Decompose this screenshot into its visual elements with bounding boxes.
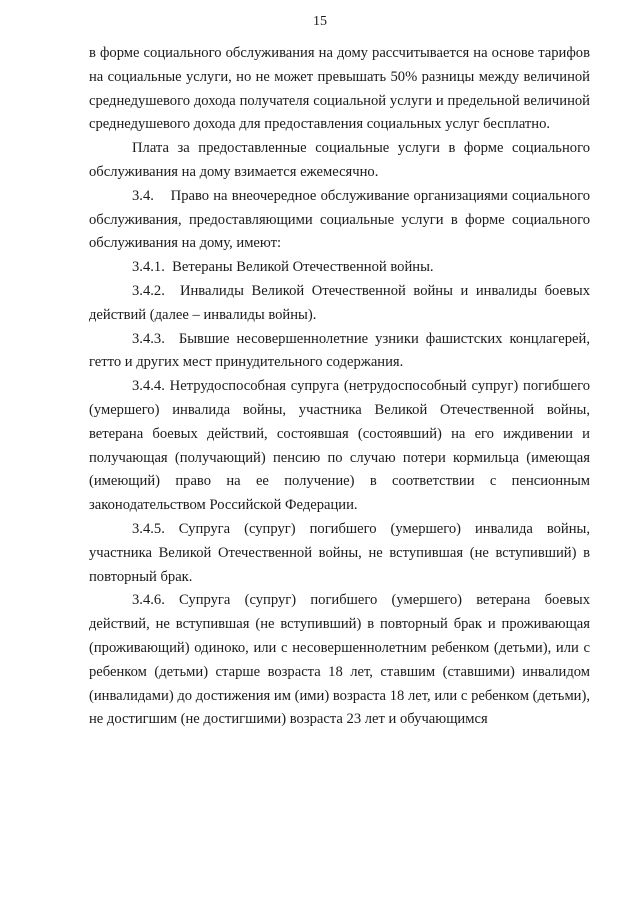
paragraph-3-4-5: 3.4.5. Супруга (супруг) погибшего (умершего) инвалида войны, участника Великой Отечественной войны, не вступившая (не вступивший) в повторный брак. (89, 520, 590, 585)
paragraph-3-4-2: 3.4.2. Инвалиды Великой Отечественной войны и инвалиды боевых действий (далее – инвалиды войны). (89, 282, 590, 323)
paragraph-tariff-intro: в форме социального обслуживания на дому рассчитывается на основе тарифов на социальные услуги, но не может превышать 50% разницы между величиной среднедушевого дохода получателя социальной услуги и предельной величиной среднедушевого дохода для предоставления социальных услуг бесплатно. (89, 45, 590, 133)
paragraph-3-4-6: 3.4.6. Супруга (супруг) погибшего (умершего) ветерана боевых действий, не вступившая (не вступивший) в повторный брак и проживающая (проживающий) одиноко, или с несовершеннолетним ребенком (детьми), или с ребенком (детьми) старше возраста 18 лет, ставшим (ставшими) инвалидом (инвалидами) до достижения им (ими) возраста 18 лет, или с ребенком (детьми), не достигшим (не достигшими) возраста 23 лет и обучающимся (89, 592, 590, 728)
paragraph-3-4-1: 3.4.1. Ветераны Великой Отечественной войны. (132, 259, 434, 276)
paragraph-3-4: 3.4. Право на внеочередное обслуживание организациями социального обслуживания, предоставляющими социальные услуги в форме социального обслуживания на дому, имеют: (89, 187, 590, 252)
paragraph-3-4-4: 3.4.4. Нетрудоспособная супруга (нетрудоспособный супруг) погибшего (умершего) инвалида войны, участника Великой Отечественной войны, ветерана боевых действий, состоявшая (состоявший) на его иждивении и получающая (получающий) пенсию по случаю потери кормильца (имеющая (имеющий) право на ее получение) в соответствии с пенсионным законодательством Российской Федерации. (89, 378, 590, 514)
paragraph-monthly-payment: Плата за предоставленные социальные услуги в форме социального обслуживания на дому взимается ежемесячно. (89, 140, 590, 180)
page-number: 15 (313, 14, 327, 29)
document-body (89, 42, 590, 732)
paragraph-3-4-3: 3.4.3. Бывшие несовершеннолетние узники фашистских концлагерей, гетто и других мест принудительного содержания. (89, 330, 590, 371)
